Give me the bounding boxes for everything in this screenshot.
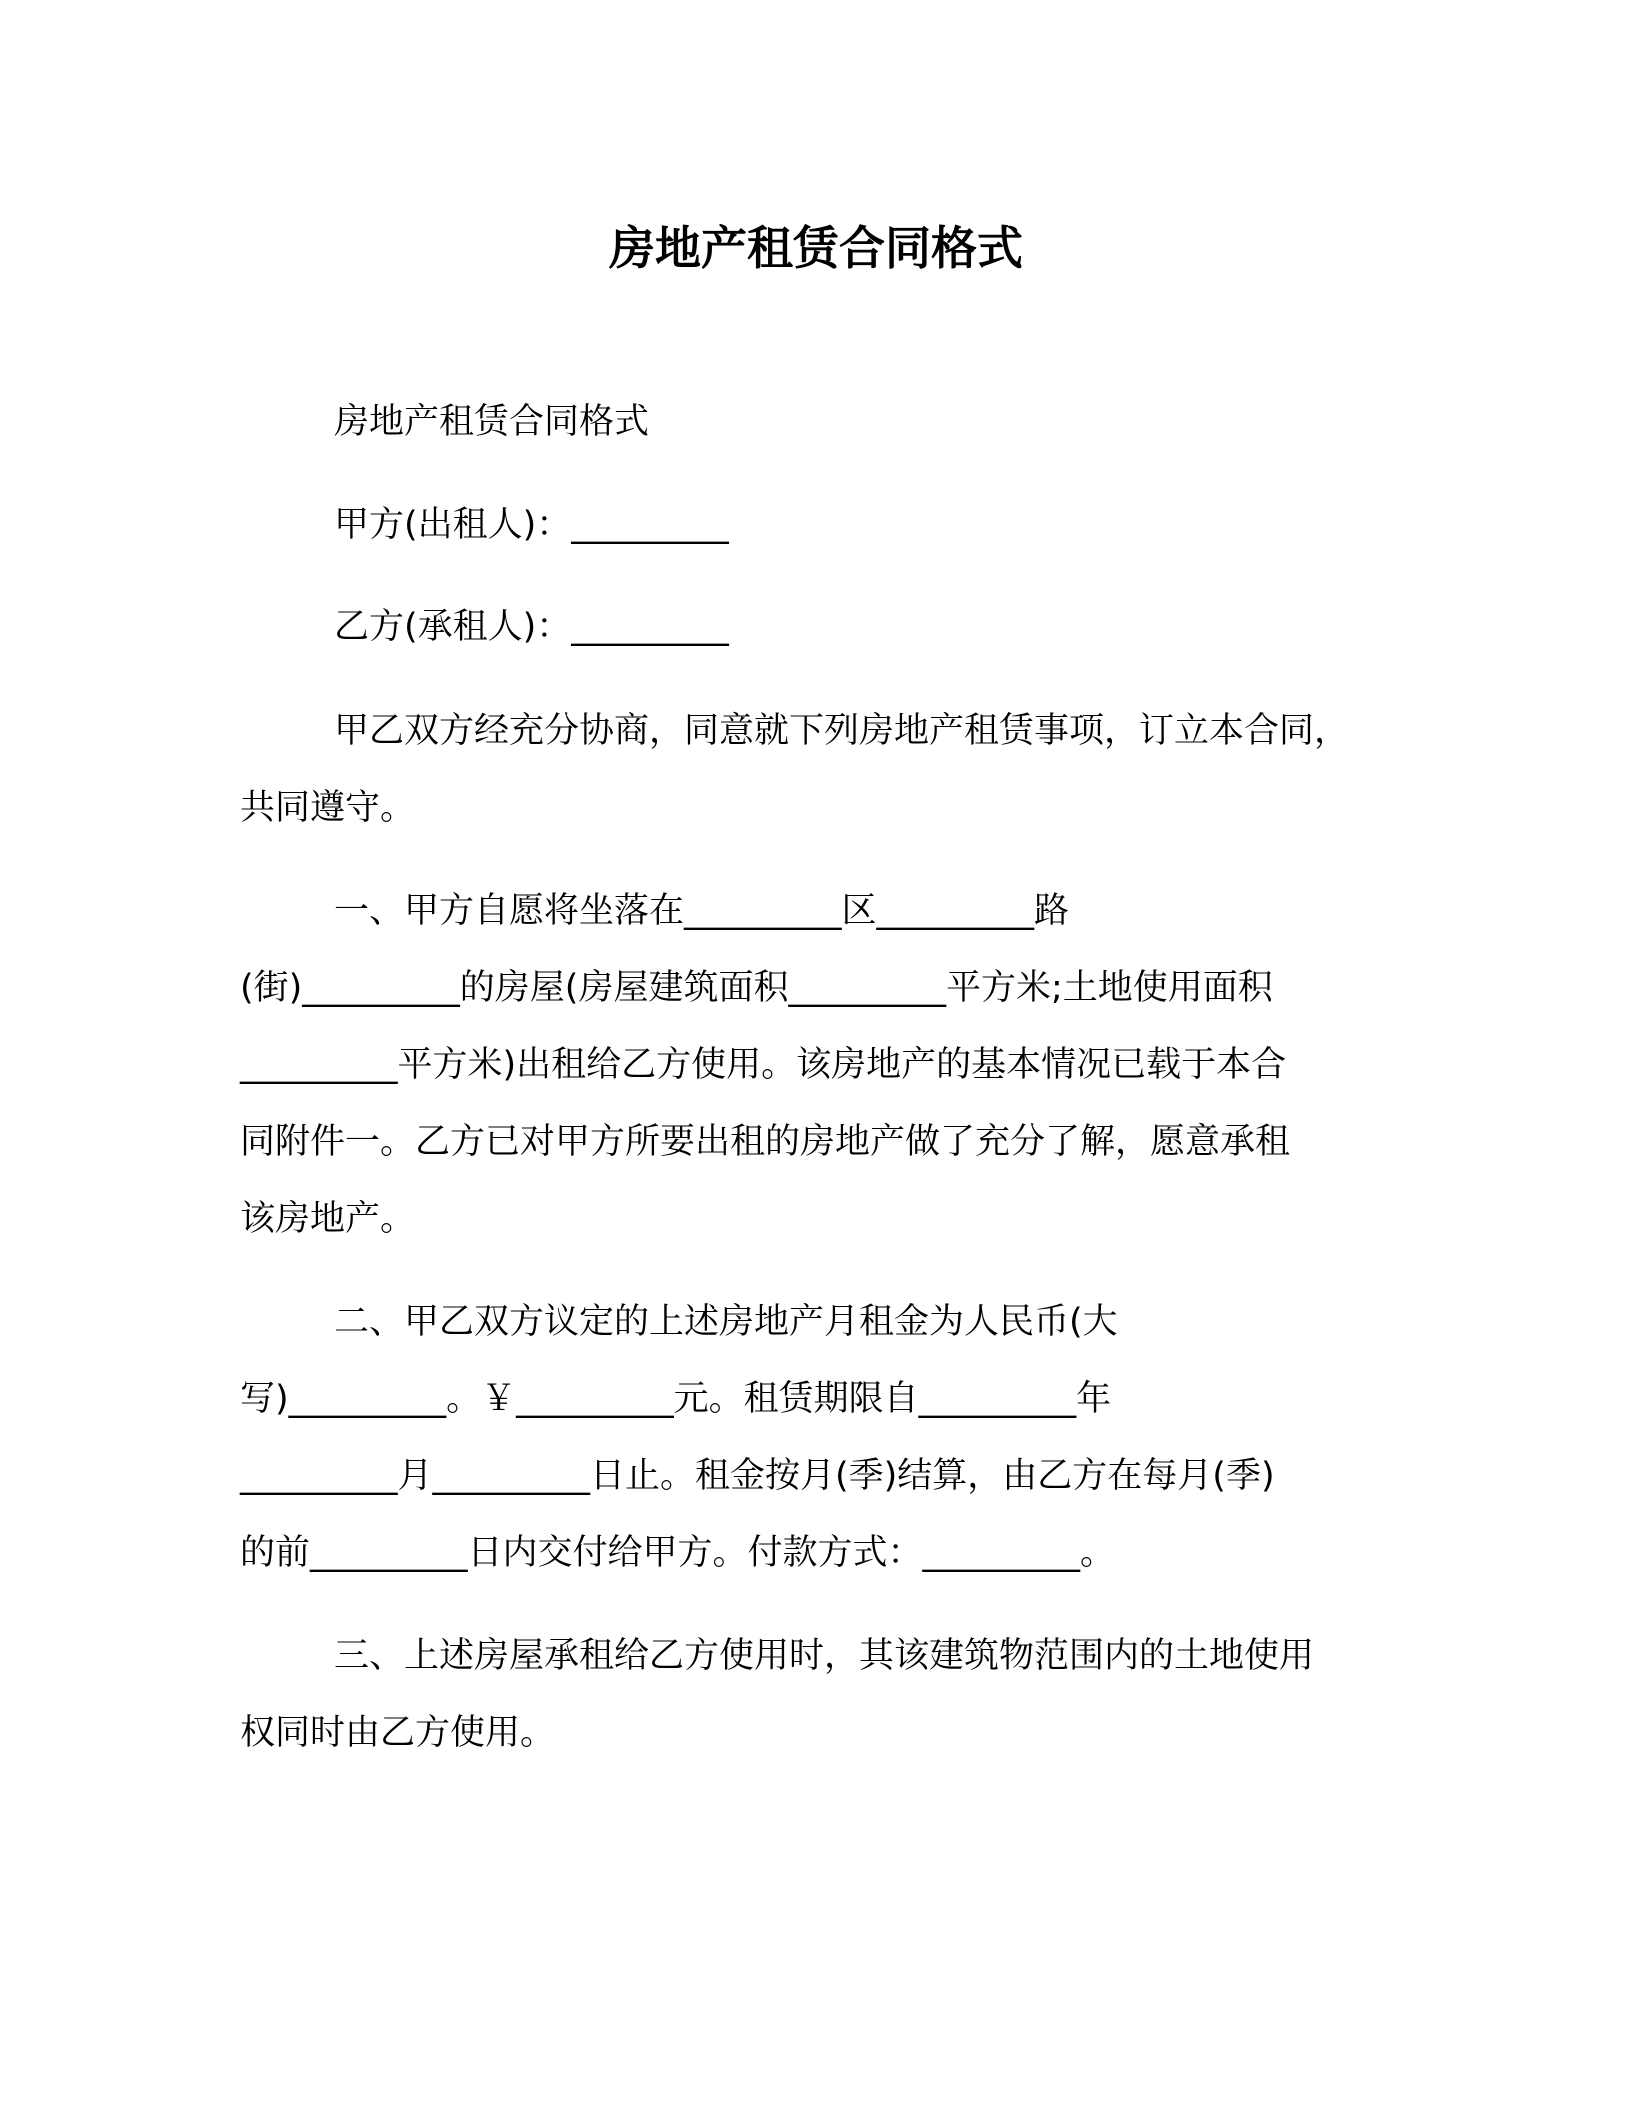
- party-b-line: 乙方(承租人)：_________: [334, 607, 729, 647]
- clause-2-line-2: 写)_________。￥_________元。租赁期限自_________年: [240, 1379, 1112, 1419]
- document-title: 房地产租赁合同格式: [609, 221, 1023, 275]
- clause-1-line-3: _________平方米)出租给乙方使用。该房地产的基本情况已载于本合: [240, 1045, 1287, 1085]
- clause-1-line-2: (街)_________的房屋(房屋建筑面积_________平方米;土地使用面积: [240, 968, 1273, 1008]
- preamble-line-2: 共同遵守。: [240, 788, 416, 828]
- clause-3-line-2: 权同时由乙方使用。: [240, 1713, 556, 1753]
- clause-2-line-3: _________月_________日止。租金按月(季)结算，由乙方在每月(季): [240, 1456, 1275, 1496]
- clause-1-line-1: 一、甲方自愿将坐落在_________区_________路: [334, 891, 1070, 931]
- subtitle-line: 房地产租赁合同格式: [334, 402, 650, 442]
- clause-2-line-1: 二、甲乙双方议定的上述房地产月租金为人民币(大: [334, 1302, 1118, 1342]
- preamble-line-1: 甲乙双方经充分协商，同意就下列房地产租赁事项，订立本合同，: [334, 711, 1350, 751]
- clause-1-line-5: 该房地产。: [240, 1199, 416, 1239]
- clause-1-line-4: 同附件一。乙方已对甲方所要出租的房地产做了充分了解，愿意承租: [240, 1122, 1291, 1162]
- clause-3-line-1: 三、上述房屋承租给乙方使用时，其该建筑物范围内的土地使用: [334, 1636, 1315, 1676]
- clause-2-line-4: 的前_________日内交付给甲方。付款方式：_________。: [240, 1533, 1116, 1573]
- party-a-line: 甲方(出租人)：_________: [334, 505, 729, 545]
